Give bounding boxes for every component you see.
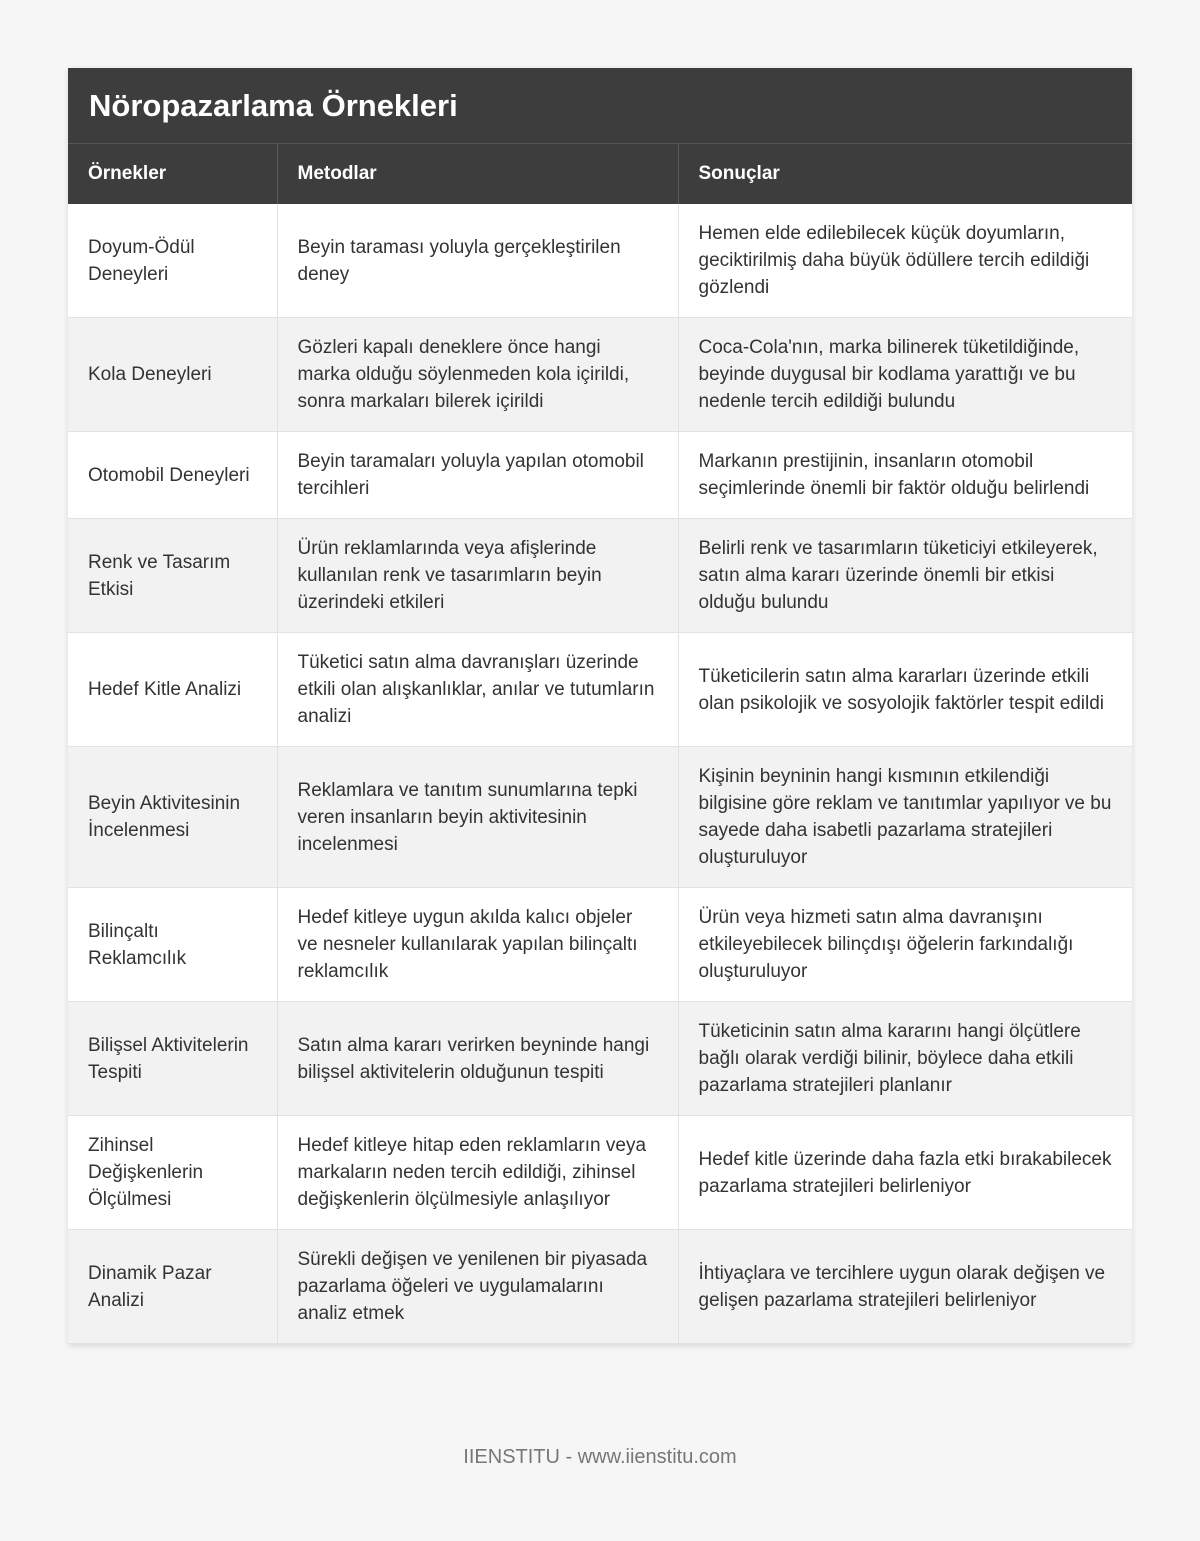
result-cell: Kişinin beyninin hangi kısmının etkilendiği bilgisine göre reklam ve tanıtımlar yapılıyor ve bu sayede daha isabetli pazarlama stratejileri oluşturuluyor — [678, 747, 1132, 888]
table-row — [68, 1002, 1132, 1116]
page-title: Nöropazarlama Örnekleri — [68, 68, 1132, 144]
column-header-examples: Örnekler — [68, 144, 277, 204]
table-row — [68, 633, 1132, 747]
result-cell: Hedef kitle üzerinde daha fazla etki bırakabilecek pazarlama stratejileri belirleniyor — [678, 1116, 1132, 1230]
result-cell: Ürün veya hizmeti satın alma davranışını etkileyebilecek bilinçdışı öğelerin farkındalığı oluşturuluyor — [678, 888, 1132, 1002]
table-body — [68, 204, 1132, 1344]
result-cell: Tüketicilerin satın alma kararları üzerinde etkili olan psikolojik ve sosyolojik faktörler tespit edildi — [678, 633, 1132, 747]
example-cell: Kola Deneyleri — [68, 318, 277, 432]
examples-table — [68, 144, 1132, 1344]
table-card — [68, 68, 1132, 1344]
method-cell: Tüketici satın alma davranışları üzerinde etkili olan alışkanlıklar, anılar ve tutumların analizi — [277, 633, 678, 747]
column-header-results: Sonuçlar — [678, 144, 1132, 204]
column-header-methods: Metodlar — [277, 144, 678, 204]
method-cell: Reklamlara ve tanıtım sunumlarına tepki veren insanların beyin aktivitesinin incelenmesi — [277, 747, 678, 888]
table-row — [68, 1230, 1132, 1344]
example-cell: Bilinçaltı Reklamcılık — [68, 888, 277, 1002]
example-cell: Otomobil Deneyleri — [68, 432, 277, 519]
method-cell: Sürekli değişen ve yenilenen bir piyasada pazarlama öğeleri ve uygulamalarını analiz etmek — [277, 1230, 678, 1344]
example-cell: Beyin Aktivitesinin İncelenmesi — [68, 747, 277, 888]
table-row — [68, 519, 1132, 633]
table-row — [68, 747, 1132, 888]
method-cell: Gözleri kapalı deneklere önce hangi marka olduğu söylenmeden kola içirildi, sonra markaları bilerek içirildi — [277, 318, 678, 432]
method-cell: Beyin taramaları yoluyla yapılan otomobil tercihleri — [277, 432, 678, 519]
table-row — [68, 204, 1132, 318]
method-cell: Satın alma kararı verirken beyninde hangi bilişsel aktivitelerin olduğunun tespiti — [277, 1002, 678, 1116]
table-row — [68, 432, 1132, 519]
result-cell: Markanın prestijinin, insanların otomobil seçimlerinde önemli bir faktör olduğu belirlendi — [678, 432, 1132, 519]
result-cell: Tüketicinin satın alma kararını hangi ölçütlere bağlı olarak verdiği bilinir, böylece daha etkili pazarlama stratejileri planlanır — [678, 1002, 1132, 1116]
result-cell: Hemen elde edilebilecek küçük doyumların, geciktirilmiş daha büyük ödüllere tercih edildiği gözlendi — [678, 204, 1132, 318]
example-cell: Bilişsel Aktivitelerin Tespiti — [68, 1002, 277, 1116]
example-cell: Doyum-Ödül Deneyleri — [68, 204, 277, 318]
result-cell: Coca-Cola'nın, marka bilinerek tüketildiğinde, beyinde duygusal bir kodlama yarattığı ve bu nedenle tercih edildiği bulundu — [678, 318, 1132, 432]
example-cell: Renk ve Tasarım Etkisi — [68, 519, 277, 633]
table-row — [68, 318, 1132, 432]
table-row — [68, 1116, 1132, 1230]
method-cell: Ürün reklamlarında veya afişlerinde kullanılan renk ve tasarımların beyin üzerindeki etkileri — [277, 519, 678, 633]
table-header-row — [68, 144, 1132, 204]
method-cell: Hedef kitleye uygun akılda kalıcı objeler ve nesneler kullanılarak yapılan bilinçaltı reklamcılık — [277, 888, 678, 1002]
example-cell: Zihinsel Değişkenlerin Ölçülmesi — [68, 1116, 277, 1230]
example-cell: Hedef Kitle Analizi — [68, 633, 277, 747]
method-cell: Hedef kitleye hitap eden reklamların veya markaların neden tercih edildiği, zihinsel değişkenlerin ölçülmesiyle anlaşılıyor — [277, 1116, 678, 1230]
footer-credit: IIENSTITU - www.iienstitu.com — [463, 1446, 737, 1468]
result-cell: İhtiyaçlara ve tercihlere uygun olarak değişen ve gelişen pazarlama stratejileri belirleniyor — [678, 1230, 1132, 1344]
result-cell: Belirli renk ve tasarımların tüketiciyi etkileyerek, satın alma kararı üzerinde önemli bir etkisi olduğu bulundu — [678, 519, 1132, 633]
table-row — [68, 888, 1132, 1002]
example-cell: Dinamik Pazar Analizi — [68, 1230, 277, 1344]
method-cell: Beyin taraması yoluyla gerçekleştirilen deney — [277, 204, 678, 318]
